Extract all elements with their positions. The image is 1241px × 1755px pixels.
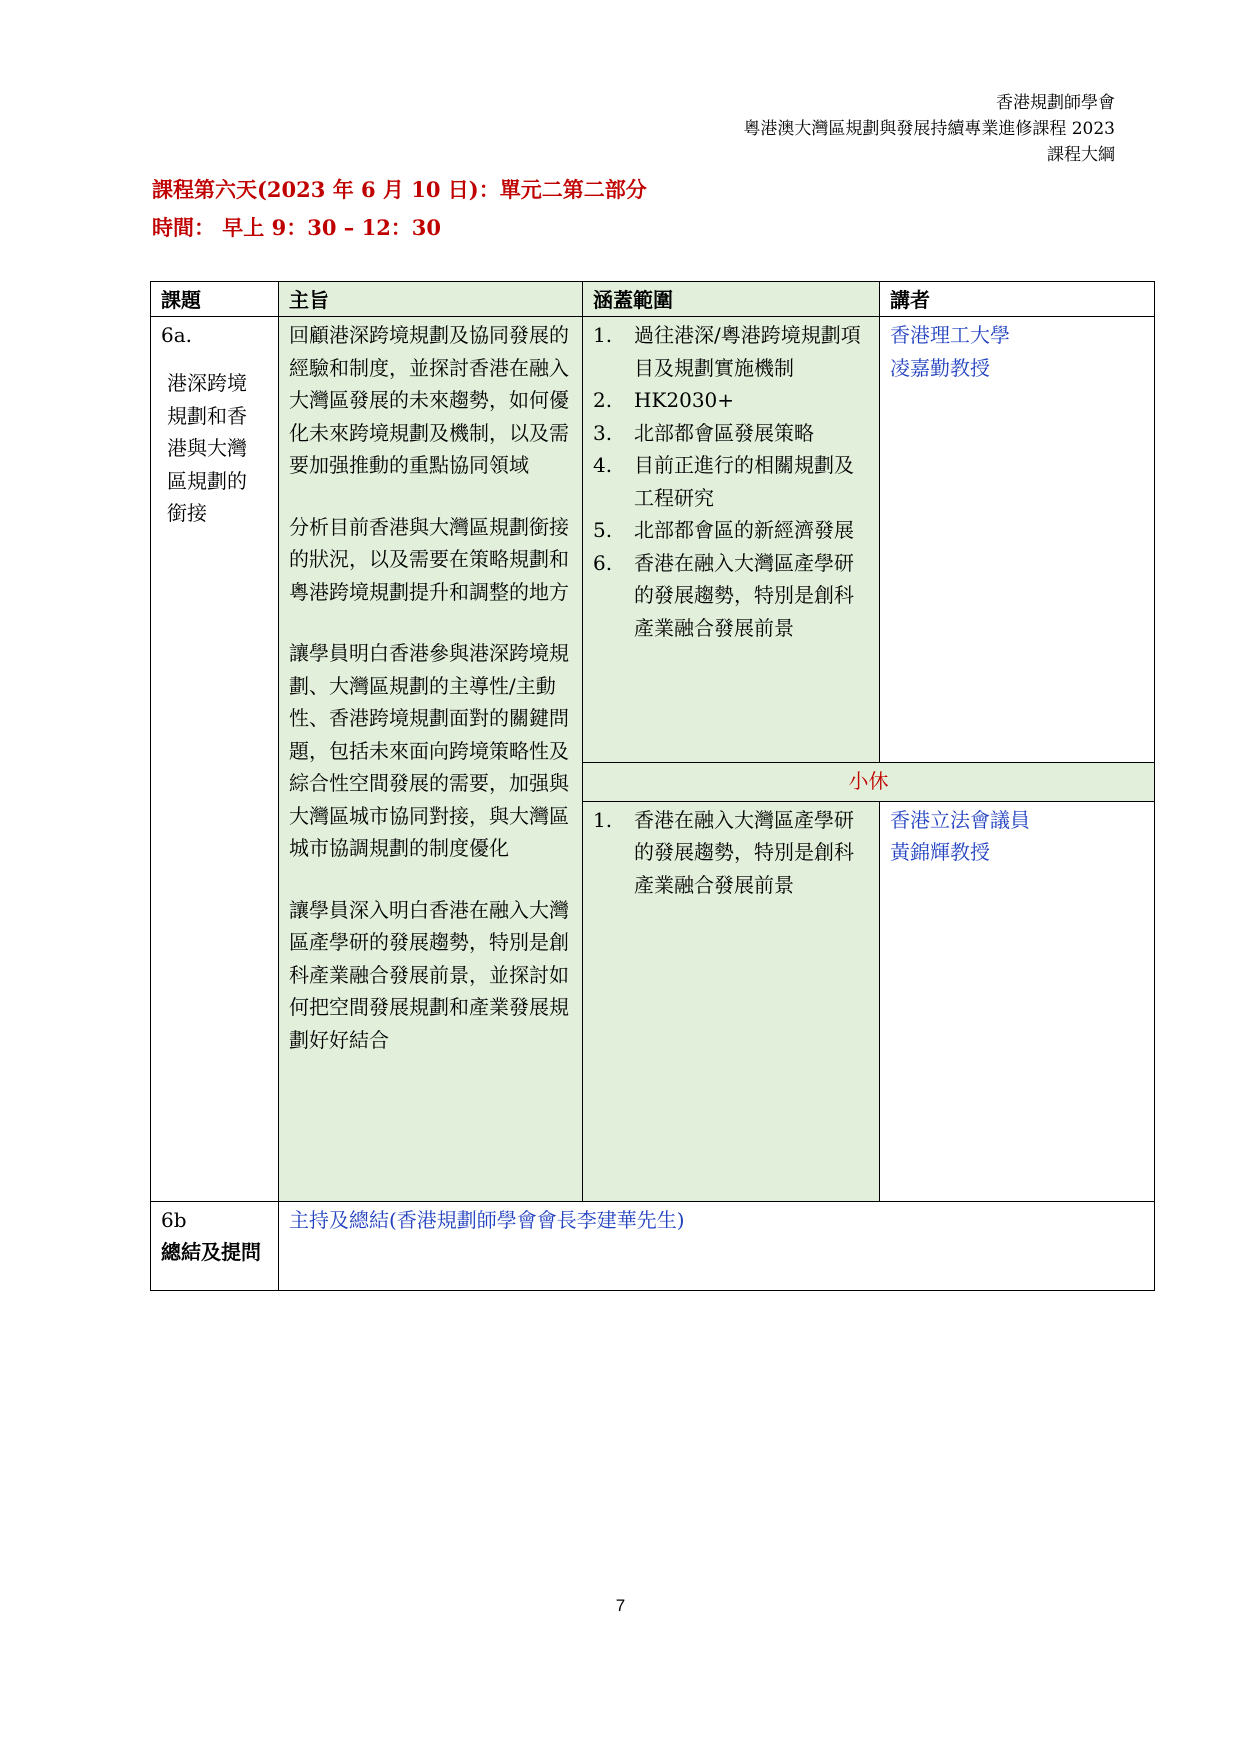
- table-header-row: [151, 282, 1155, 317]
- topic-code: 6b: [161, 1208, 187, 1232]
- list-item: [593, 449, 869, 514]
- item-text: 北部都會區發展策略: [634, 420, 814, 445]
- item-text: 目前正進行的相關規劃及工程研究: [634, 453, 854, 510]
- scope-list-part2: [593, 804, 869, 902]
- scope-cell-part1: [583, 317, 880, 763]
- aim-paragraph: 分析目前香港與大灣區規劃銜接的狀況，以及需要在策略規劃和粵港跨境規劃提升和調整的地方: [289, 514, 569, 604]
- speaker-name: 黃錦輝教授: [890, 840, 990, 865]
- header-scope: 涵蓋範圍: [583, 282, 880, 317]
- topic-cell-6b: [151, 1202, 279, 1291]
- item-number: 6.: [593, 550, 613, 575]
- list-item: [593, 514, 869, 547]
- list-item: [593, 547, 869, 645]
- topic-line: 港深跨境: [167, 371, 247, 395]
- speaker-name: 凌嘉勤教授: [890, 355, 990, 380]
- item-text: 香港在融入大灣區產學研的發展趨勢，特別是創科產業融合發展前景: [634, 807, 854, 897]
- topic-line: 港與大灣: [167, 436, 247, 460]
- item-number: 4.: [593, 453, 613, 477]
- time-title: 時間： 早上 9：30 – 12：30: [152, 215, 442, 240]
- summary-cell: 主持及總結(香港規劃師學會會長李建華先生): [279, 1202, 1155, 1291]
- list-item: [593, 417, 869, 450]
- item-number: 1.: [593, 807, 613, 832]
- topic-name: 總結及提問: [161, 1240, 261, 1264]
- item-number: 3.: [593, 420, 613, 445]
- scope-cell-part2: [583, 801, 880, 1201]
- item-text: 北部都會區的新經濟發展: [634, 518, 854, 542]
- topic-line: 區規劃的: [167, 468, 247, 493]
- day-title: 課程第六天(2023 年 6 月 10 日)：單元二第二部分: [152, 177, 647, 202]
- topic-line: 規劃和香: [167, 403, 247, 428]
- aim-paragraph: 讓學員深入明白香港在融入大灣區產學研的發展趨勢，特別是創科產業融合發展前景，並探討如何把空間發展規劃和產業發展規劃好好結合: [289, 897, 569, 1052]
- topic-code: 6a.: [161, 323, 193, 347]
- list-item: [593, 804, 869, 902]
- header-course: 粵港澳大灣區規劃與發展持續專業進修課程 2023: [743, 119, 1115, 139]
- header-aims: 主旨: [279, 282, 583, 317]
- header-org: 香港規劃師學會: [996, 93, 1115, 113]
- speaker-cell-part2: [880, 801, 1155, 1201]
- scope-list-part1: [593, 319, 869, 644]
- aim-paragraph: 讓學員明白香港參與港深跨境規劃、大灣區規劃的主導性/主動性、香港跨境規劃面對的關鍵問題，包括未來面向跨境策略性及綜合性空間發展的需要，加强與大灣區城市協同對接，與大灣區城市協調規劃的制度優化: [289, 641, 569, 860]
- item-text: 過往港深/粵港跨境規劃項目及規劃實施機制: [634, 323, 861, 380]
- topic-cell-6a: [151, 317, 279, 1202]
- page-header: [743, 90, 1115, 168]
- topic-name: [161, 367, 268, 530]
- table-row-6a-part1: [151, 317, 1155, 763]
- item-text: HK2030+: [634, 388, 735, 412]
- item-number: 1.: [593, 323, 613, 347]
- aim-paragraph: 回顧港深跨境規劃及協同發展的經驗和制度，並探討香港在融入大灣區發展的未來趨勢，如何優化未來跨境規劃及機制，以及需要加强推動的重點協同領域: [289, 323, 569, 477]
- topic-line: 銜接: [167, 501, 207, 525]
- aims-cell-6a: [279, 317, 583, 1202]
- header-topic: 課題: [151, 282, 279, 317]
- item-number: 5.: [593, 518, 613, 542]
- speaker-cell-part1: [880, 317, 1155, 763]
- list-item: [593, 384, 869, 417]
- list-item: [593, 319, 869, 384]
- header-doc: 課程大綱: [1047, 145, 1115, 165]
- speaker-affiliation: 香港立法會議員: [890, 807, 1030, 832]
- break-label: 小休: [583, 763, 1155, 802]
- speaker-affiliation: 香港理工大學: [890, 323, 1010, 347]
- item-number: 2.: [593, 388, 613, 412]
- header-speaker: 講者: [880, 282, 1155, 317]
- item-text: 香港在融入大灣區產學研的發展趨勢，特別是創科產業融合發展前景: [634, 550, 854, 640]
- page-number: 7: [615, 1596, 626, 1615]
- syllabus-table: [150, 281, 1155, 1291]
- table-row-6b: [151, 1202, 1155, 1291]
